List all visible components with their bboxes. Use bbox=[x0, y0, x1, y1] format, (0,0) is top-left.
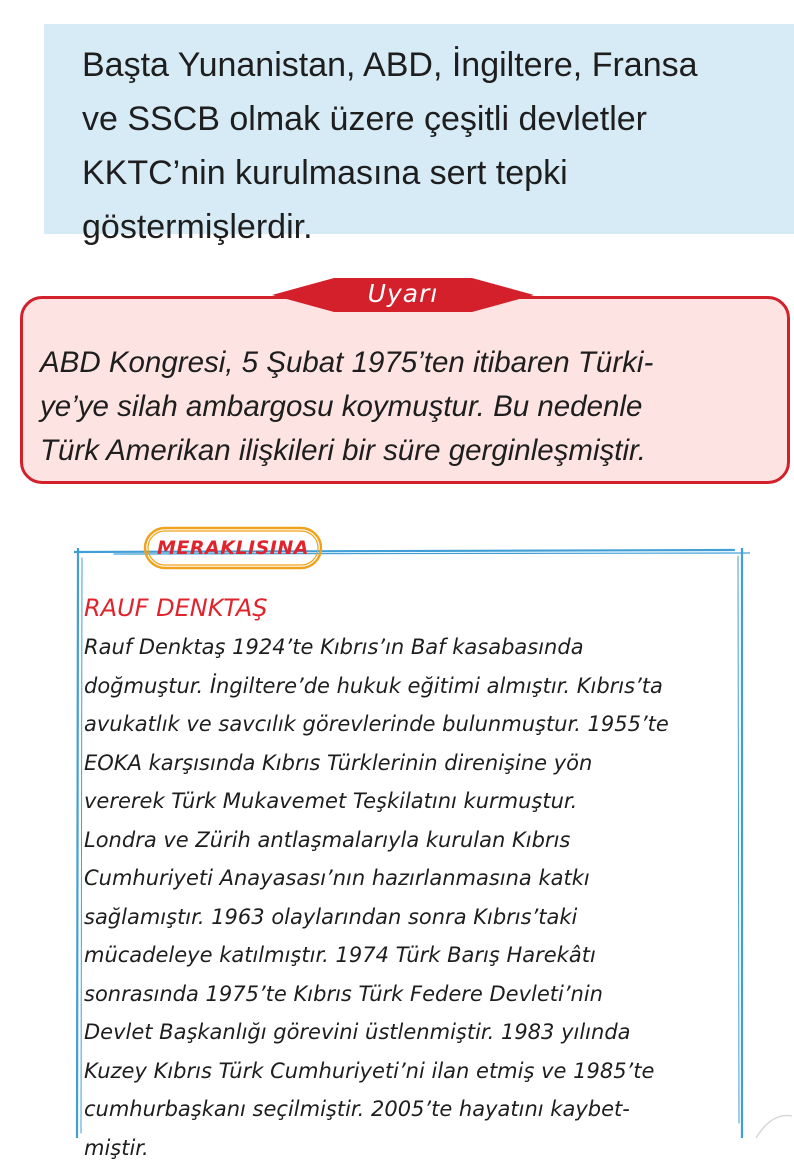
info-line: göstermişlerdir. bbox=[82, 208, 313, 246]
warning-line: ye’ye silah ambargosu koymuştur. Bu nedenle bbox=[40, 390, 643, 423]
warning-text bbox=[40, 341, 777, 473]
body-line: miştir. bbox=[84, 1135, 149, 1160]
info-text bbox=[82, 38, 794, 254]
body-line: Kuzey Kıbrıs Türk Cumhuriyeti’ni ilan etmiş ve 1985’te bbox=[84, 1058, 655, 1083]
body-line: Cumhuriyeti Anayasası’nın hazırlanmasına katkı bbox=[84, 866, 590, 890]
info-line: ve SSCB olmak üzere çeşitli devletler bbox=[82, 100, 648, 138]
body-line: EOKA karşısında Kıbrıs Türklerinin direnişine yön bbox=[84, 750, 593, 775]
badge-label: MERAKLISINA bbox=[157, 537, 309, 559]
info-line: KKTC’nin kurulmasına sert tepki bbox=[82, 154, 568, 192]
warning-line: Türk Amerikan ilişkileri bir süre gerginleşmiştir. bbox=[40, 434, 646, 467]
corner-arc bbox=[752, 1108, 794, 1142]
body-line: Devlet Başkanlığı görevini üstlenmiştir. 1983 yılında bbox=[84, 1020, 631, 1044]
warning-box bbox=[20, 296, 790, 484]
info-box bbox=[44, 24, 794, 246]
warning-tag bbox=[272, 277, 534, 313]
body-line: vererek Türk Mukavemet Teşkilatını kurmuştur. bbox=[84, 789, 578, 813]
body-line: sağlamıştır. 1963 olaylarından sonra Kıbrıs’taki bbox=[84, 904, 578, 929]
meraklisina-badge bbox=[140, 523, 326, 573]
body-line: doğmuştur. İngiltere’de hukuk eğitimi almıştır. Kıbrıs’ta bbox=[84, 673, 663, 698]
card-body bbox=[84, 628, 744, 1167]
warning-line: ABD Kongresi, 5 Şubat 1975’ten itibaren Türki- bbox=[40, 346, 654, 379]
body-line: avukatlık ve savcılık görevlerinde bulunmuştur. 1955’te bbox=[84, 712, 669, 736]
body-line: sonrasında 1975’te Kıbrıs Türk Federe Devleti’nin bbox=[84, 981, 603, 1006]
warning-label: Uyarı bbox=[367, 279, 439, 308]
body-line: mücadeleye katılmıştır. 1974 Türk Barış Harekâtı bbox=[84, 943, 596, 967]
info-line: Başta Yunanistan, ABD, İngiltere, Fransa bbox=[82, 46, 698, 84]
body-line: cumhurbaşkanı seçilmiştir. 2005’te hayatını kaybet- bbox=[84, 1097, 630, 1121]
card-title: RAUF DENKTAŞ bbox=[84, 594, 268, 622]
body-line: Rauf Denktaş 1924’te Kıbrıs’ın Baf kasabasında bbox=[84, 635, 584, 659]
body-line: Londra ve Zürih antlaşmalarıyla kurulan Kıbrıs bbox=[84, 827, 571, 852]
